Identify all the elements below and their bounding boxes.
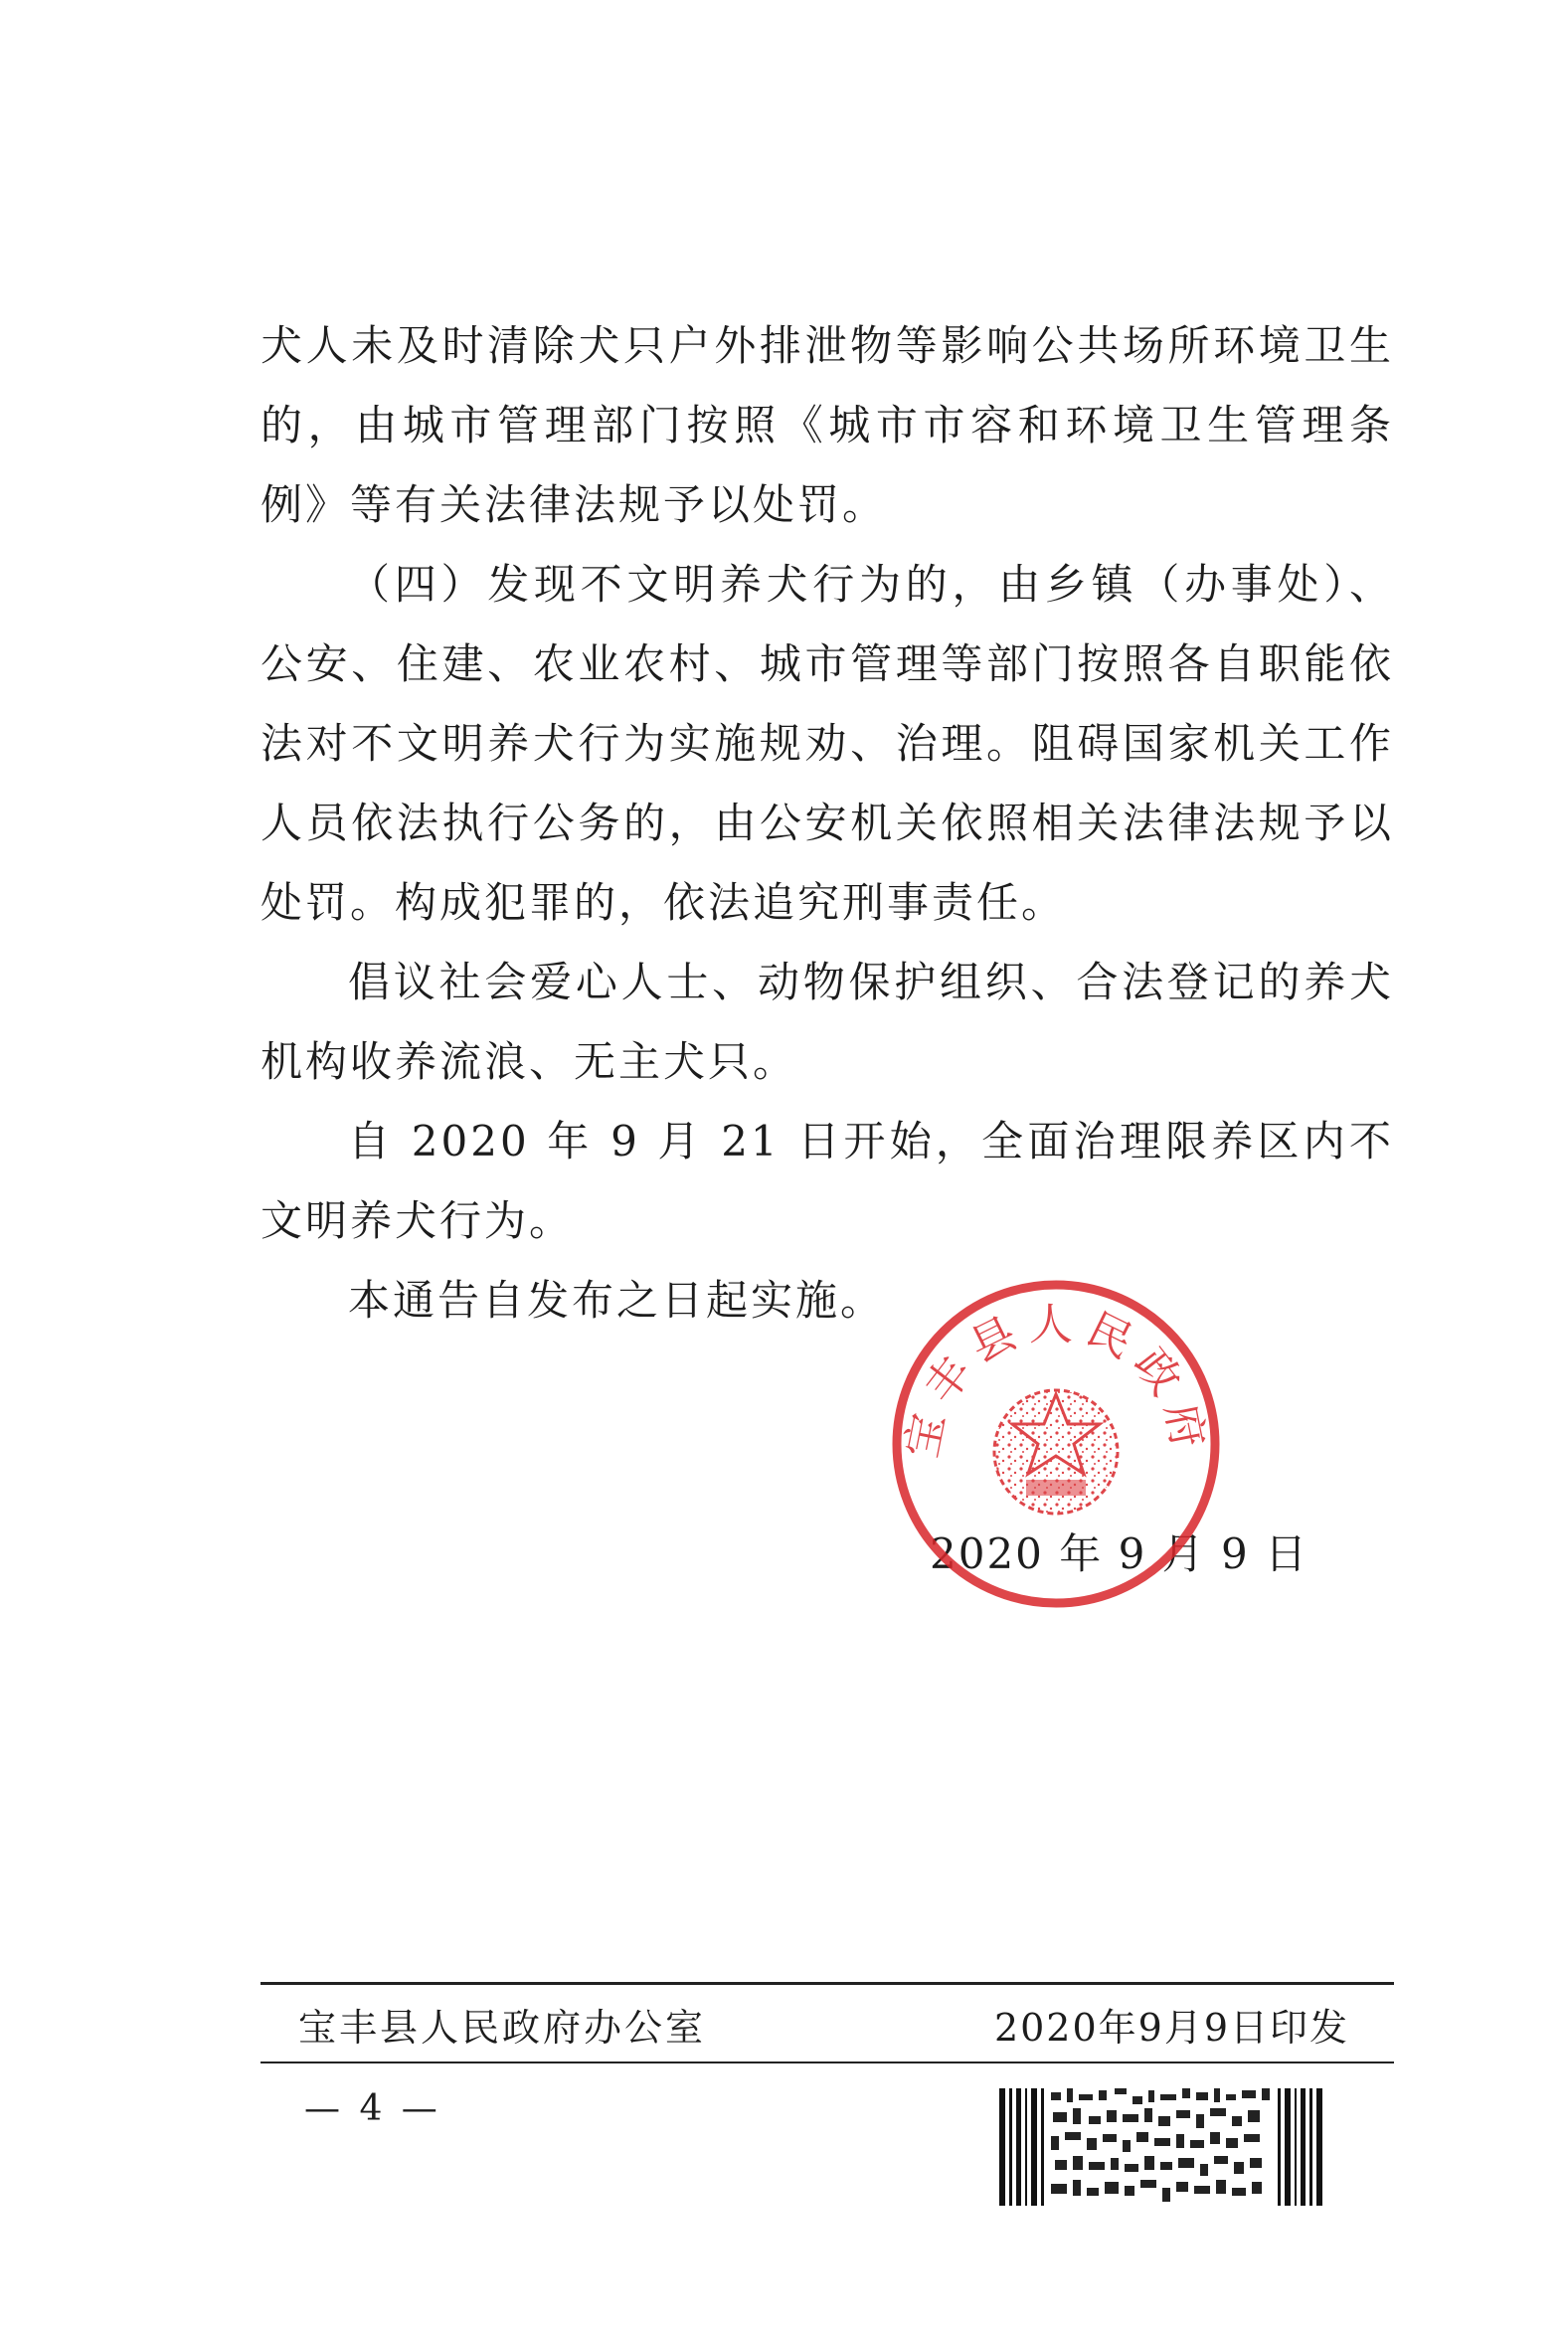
footer-rule-bottom xyxy=(261,2061,1394,2063)
paragraph-sanitation-penalty: 犬人未及时清除犬只户外排泄物等影响公共场所环境卫生的，由城市管理部门按照《城市市容和环境卫生管理条例》等有关法律法规予以处罚。 xyxy=(261,321,1394,529)
signature-date: 2020 年 9 月 9 日 xyxy=(930,1529,1309,1578)
document-body xyxy=(261,306,1394,1341)
paragraph-start-date: 自 2020 年 9 月 21 日开始，全面治理限养区内不文明养犬行为。 xyxy=(261,1117,1394,1245)
official-seal-icon xyxy=(887,1275,1225,1613)
paragraph-enforcement: （四）发现不文明养犬行为的，由乡镇（办事处）、公安、住建、农业农村、城市管理等部门按照各自职能依法对不文明养犬行为实施规劝、治理。阻碍国家机关工作人员依法执行公务的，由公安机关依照相关法律法规予以处罚。构成犯罪的，依法追究刑事责任。 xyxy=(261,560,1394,927)
print-date: 2020年9月9日印发 xyxy=(993,2006,1349,2050)
footer-rule-top xyxy=(261,1982,1394,1985)
issuing-office: 宝丰县人民政府办公室 xyxy=(298,2006,707,2050)
paragraph-adoption-appeal: 倡议社会爱心人士、动物保护组织、合法登记的养犬机构收养流浪、无主犬只。 xyxy=(261,958,1394,1086)
barcode-icon xyxy=(999,2088,1327,2206)
seal-text: 宝丰县人民政府 xyxy=(896,1299,1216,1463)
paragraph-effective: 本通告自发布之日起实施。 xyxy=(348,1276,886,1325)
page-number: — 4 — xyxy=(304,2088,441,2129)
